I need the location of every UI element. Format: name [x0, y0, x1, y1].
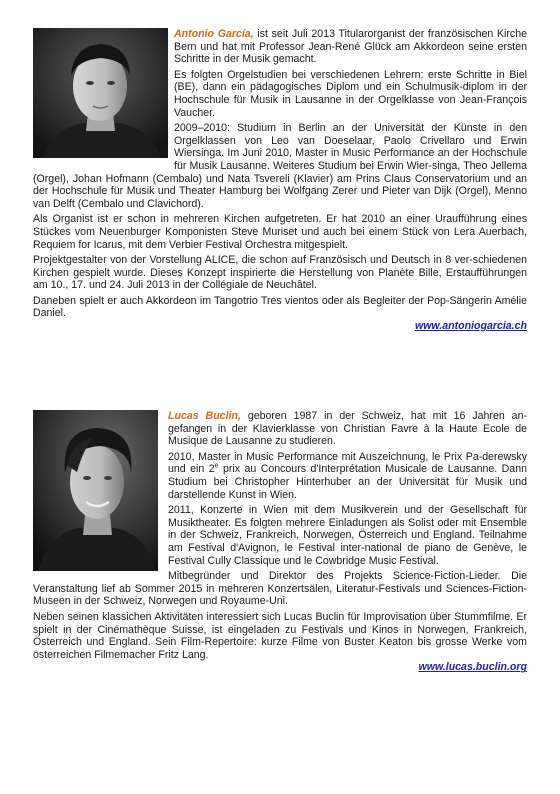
- person-name: Lucas Buclin,: [168, 410, 241, 422]
- website-link[interactable]: www.lucas.buclin.org: [418, 661, 527, 674]
- bio-paragraph: 2009–2010: Studium in Berlin an der Universität der Künste in den Orgelklassen von Leo van Doeselaar, Paolo Crivellaro und Erwin Wiersinga. Im Juni 2010, Master in Music Performance an der Hochschule für Musik Lausanne. Weiteres Studium bei Erwin Wier-singa, Theo Jellema (Orgel), Johan Hofmann (Cembalo) und Nata Tsvereli (Klavier) am Prins Claus Conservatorium und an der Hochschule für Musik und Theater Hamburg bei Wolfgang Zerer und Pieter van Dijk (Orgel), Menno van Delft (Cembalo und Clavichord).: [33, 122, 527, 210]
- bio-paragraph: Es folgten Orgelstudien bei verschiedenen Lehrern: erste Schritte in Biel (BE), dann ein pädagogisches Diplom und ein Schulmusik-diplom in der Hochschule für Musik in Lausanne in der Orgelklasse von Jean-François Vaucher.: [174, 68, 527, 119]
- person-name: Antonio García,: [174, 28, 254, 40]
- bio-paragraph: 2010, Master in Music Performance mit Auszeichnung, le Prix Pa-derewsky und ein 2e prix au Concours d'Interprétation Musicale de Lausanne. Dann Studium bei Christopher Hinterhuber an der Universität für Musik und darstellende Kunst in Wien.: [168, 450, 527, 501]
- bio-intro: Antonio García, ist seit Juli 2013 Titularorganist der französischen Kirche Bern und hat mit Professor Jean-René Glück am Akkordeon seine ersten Schritte in der Musik gemacht.: [174, 28, 528, 66]
- bio-paragraph: 2011, Konzerte in Wien mit dem Musikverein und der Gesellschaft für Musiktheater. Es folgten mehrere Einladungen als Solist oder mit Ensemble in der Schweiz, Frankreich, Norwegen, Österreich und England. Teilnahme am Festival d'Avignon, le Festival inter-national de piano de Genève, le Festival Cully Classique und le Cowbridge Music Festival.: [168, 504, 527, 567]
- bio-paragraph: Daneben spielt er auch Akkordeon im Tangotrio Tres vientos oder als Begleiter der Pop-Sängerin Amélie Daniel.: [33, 294, 527, 320]
- website-line: [33, 320, 527, 333]
- website-link[interactable]: www.antoniogarcia.ch: [414, 320, 527, 333]
- portrait-photo-lucas-buclin: [33, 410, 158, 571]
- bio-paragraph: Projektgestalter von der Vorstellung ALICE, die schon auf Französisch und Deutsch in 8 ver-schiedenen Kirchen gespielt wurde. Dieses Konzept inspirierte die Herstellung von Planète Bille, Erstaufführungen am 10., 17. und 24. Juli 2013 in der Collégiale de Neuchâtel.: [33, 254, 527, 292]
- website-line: [33, 661, 527, 674]
- bio-intro: Lucas Buclin, geboren 1987 in der Schweiz, hat mit 16 Jahren an-gefangen in der Klavierklasse von Christian Favre à la Haute Ecole de Musique de Lausanne zu studieren.: [168, 410, 527, 448]
- bio-paragraph: Mitbegründer und Direktor des Projekts Science-Fiction-Lieder. Die Veranstaltung lief ab Sommer 2015 in mehreren Konzertsälen, Literatur-Festivals und Sciences-Fiction-Museen in der Schweiz, Norwegen und Royaume-Uni.: [33, 570, 527, 608]
- portrait-image: [33, 28, 168, 158]
- bio-paragraph: Als Organist ist er schon in mehreren Kirchen aufgetreten. Er hat 2010 an einer Uraufführung eines Stückes vom Neuenburger Komponisten Steve Muriset und auch bei einem Stück von Lera Auerbach, Requiem for Icarus, mit dem Verbier Festival Orchestra mitgespielt.: [33, 213, 527, 251]
- bio-paragraph: Neben seinen klassichen Aktivitäten interessiert sich Lucas Buclin für Improvisation über Stummfilme. Er spielt in der Cinémathèque Suisse, ist eingeladen zu Festivals und Kinos in Norwegen, Frankreich, Österreich und England. Sein Film-Repertoire: kurze Filme von Buster Keaton bis grosse Werke vom österreichen Filmemacher Fritz Lang.: [33, 610, 527, 661]
- portrait-image: [33, 410, 158, 571]
- bio-antonio-garcia: [33, 28, 527, 333]
- bio-lucas-buclin: [33, 410, 527, 674]
- portrait-photo-antonio-garcia: [33, 28, 168, 158]
